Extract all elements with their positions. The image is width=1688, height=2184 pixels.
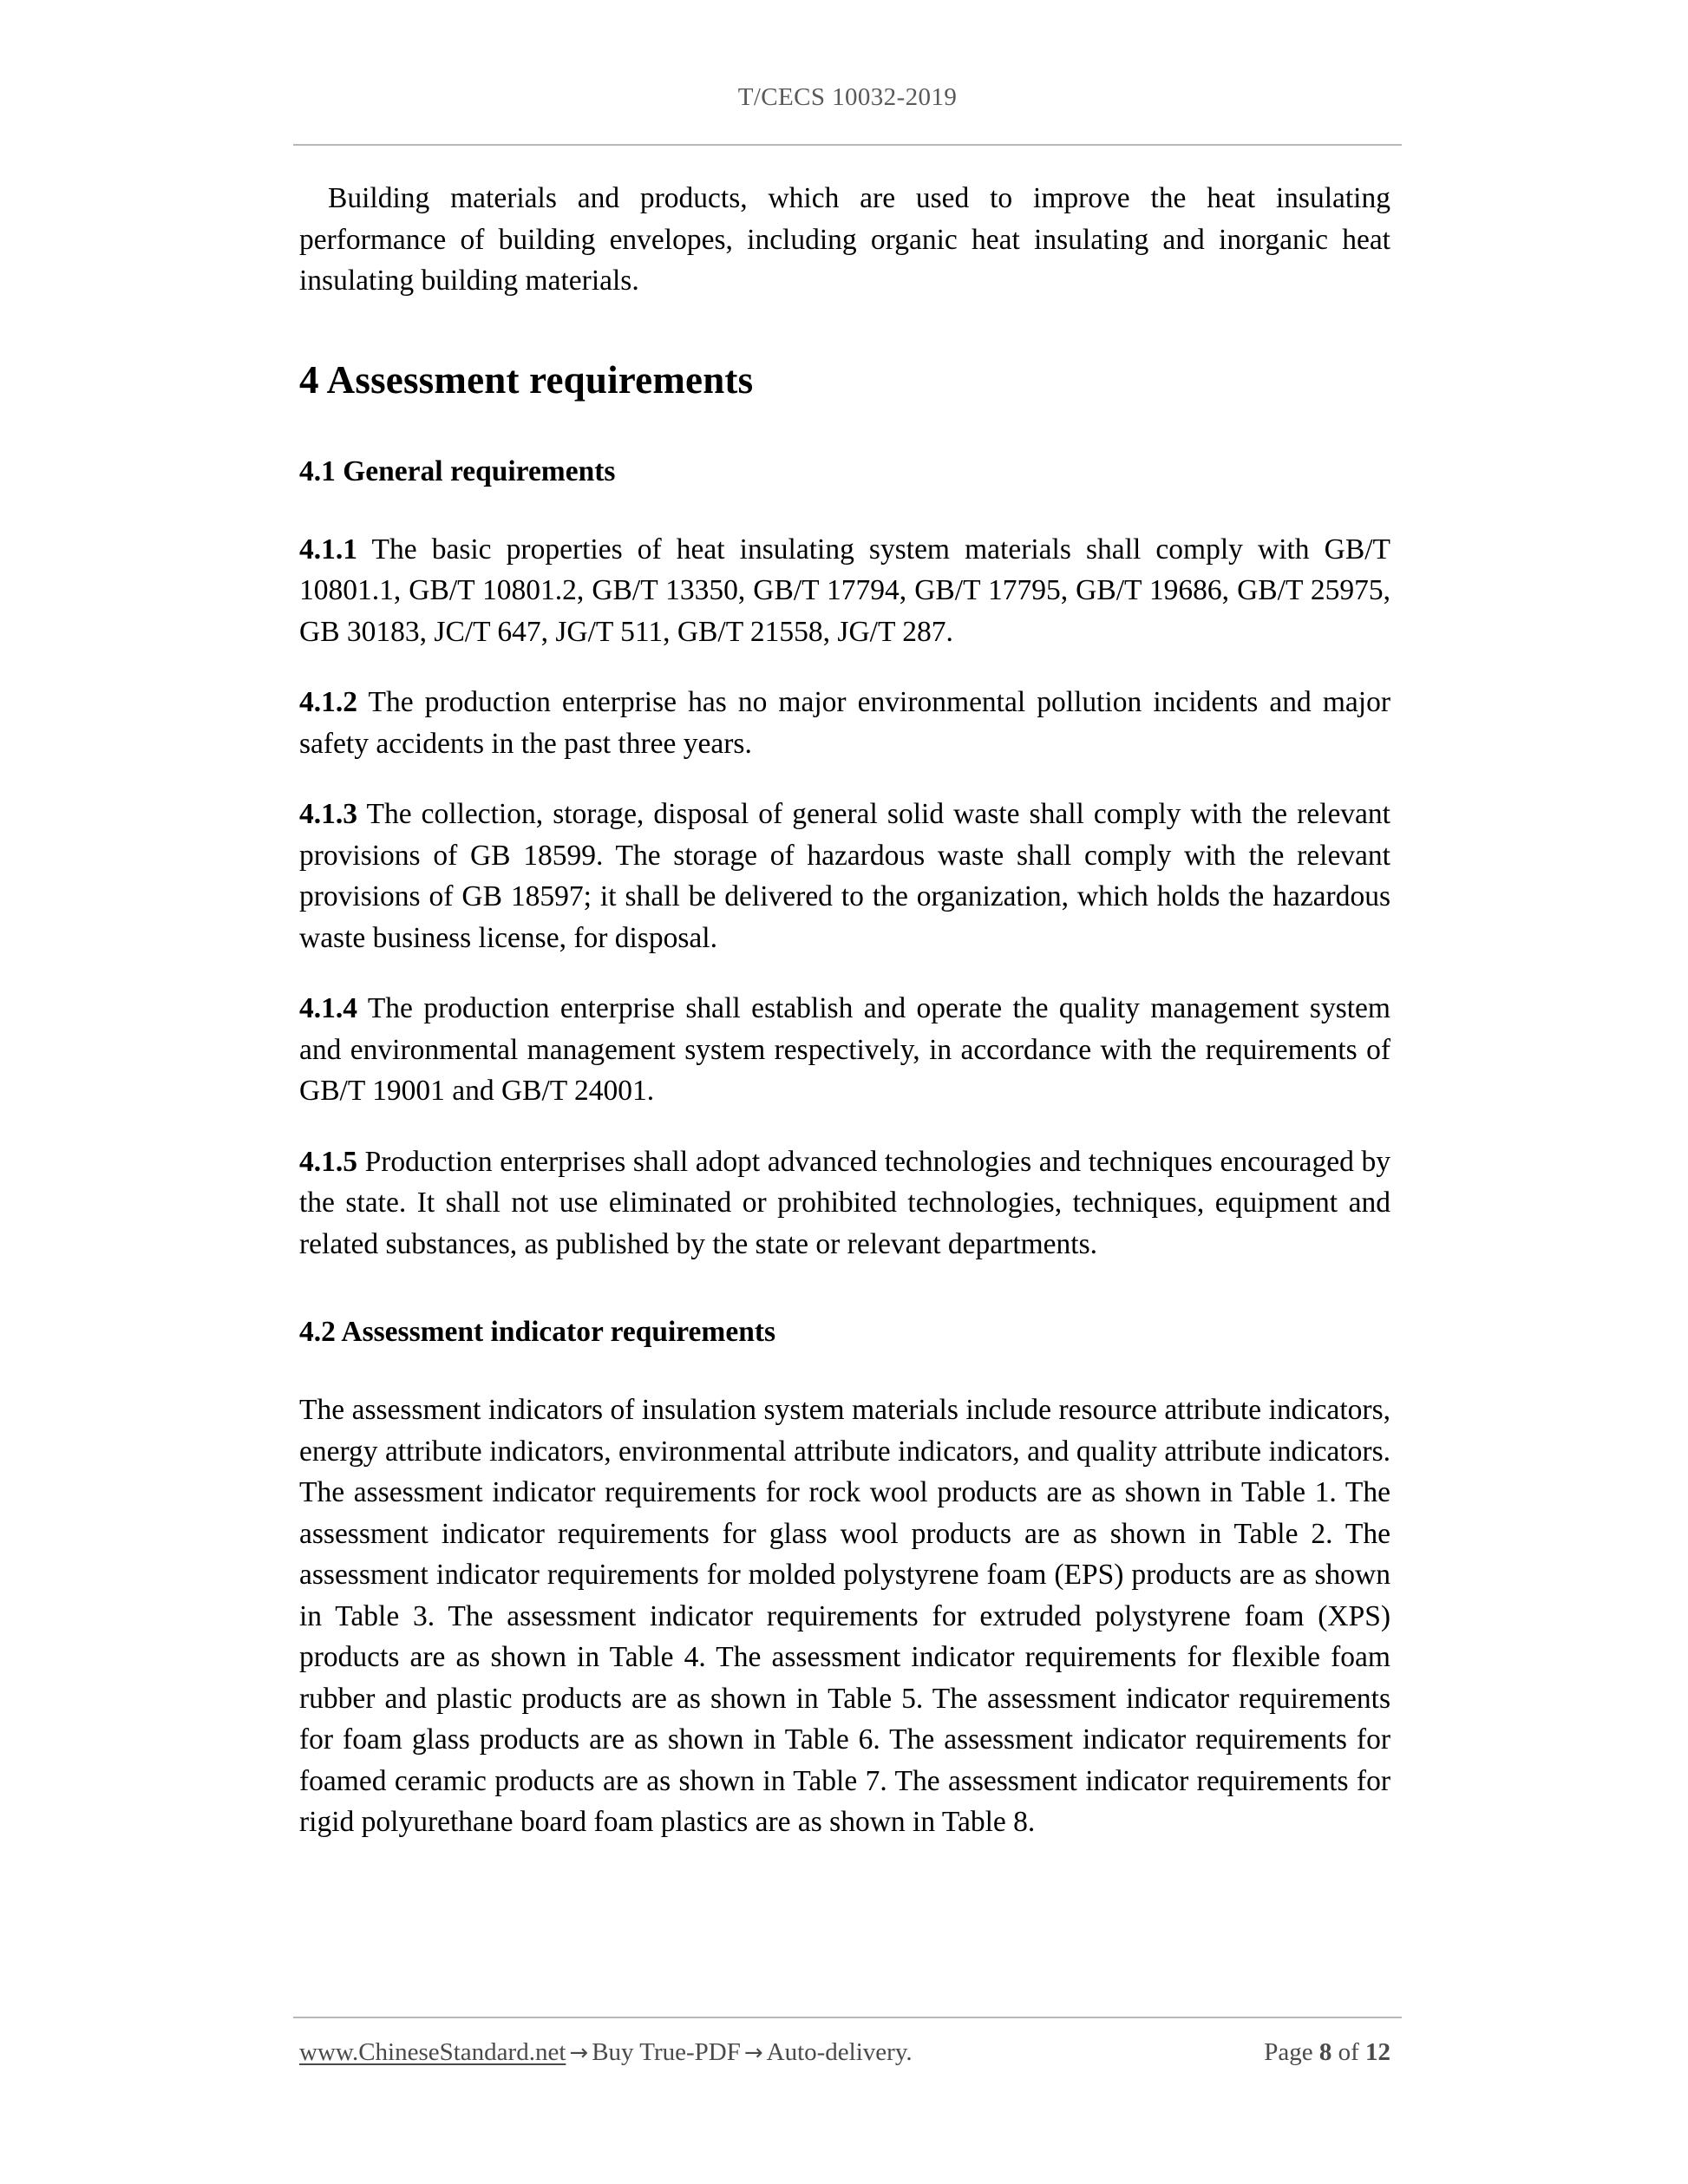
clause-text: The production enterprise shall establish and operate the quality management system and environmental management system respectively, in accordance with the requirements of GB/T 19001 and GB/T 24001. [299,992,1390,1107]
footer-promo-delivery: Auto-delivery. [766,2038,913,2066]
subsection-4-2-paragraph: The assessment indicators of insulation system materials include resource attribute indicators, energy attribute indicators, environmental attribute indicators, and quality attribute indicators. The assessment indicator requirements for rock wool products are as shown in Table 1. The assessment indicator requirements for glass wool products are as shown in Table 2. The assessment indicator requirements for molded polystyrene foam (EPS) products are as shown in Table 3. The assessment indicator requirements for extruded polystyrene foam (XPS) products are as shown in Table 4. The assessment indicator requirements for flexible foam rubber and plastic products are as shown in Table 5. The assessment indicator requirements for foam glass products are as shown in Table 6. The assessment indicator requirements for foamed ceramic products are as shown in Table 7. The assessment indicator requirements for rigid polyurethane board foam plastics are as shown in Table 8. [299,1394,1390,1838]
clause-4-1-5 [299,1141,1390,1265]
page-header [293,83,1402,112]
clause-4-1-1 [299,529,1390,653]
clause-text: Production enterprises shall adopt advanced technologies and techniques encouraged by the state. It shall not use eliminated or prohibited technologies, techniques, equipment and related substances, as published by the state or relevant departments. [299,1145,1391,1260]
clause-number: 4.1.3 [299,798,357,830]
intro-paragraph: Building materials and products, which are used to improve the heat insulating performance of building envelopes, including organic heat insulating and inorganic heat insulating building materials. [299,182,1390,297]
spacer [299,404,1390,453]
spacer [299,302,1390,356]
page-footer [299,2035,1396,2070]
clause-number: 4.1.4 [299,992,357,1024]
page-label: Page [1264,2038,1313,2066]
clause-4-1-3 [299,794,1390,958]
page-indicator [1264,2035,1396,2070]
footer-promo [299,2035,913,2070]
arrow-right-icon: → [743,2040,763,2066]
footer-divider [293,2017,1402,2018]
document-body [299,178,1390,1843]
clause-text: The production enterprise has no major environmental pollution incidents and major safety accidents in the past three years. [299,686,1390,760]
current-page-number: 8 [1318,2038,1332,2066]
clause-4-1-2 [299,682,1390,764]
spacer [299,1265,1390,1313]
clause-text: The collection, storage, disposal of general solid waste shall comply with the relevant provisions of GB 18599. The storage of hazardous waste shall comply with the relevant provisions of GB 18597; it shall be delivered to the organization, which holds the hazardous waste business license, for disposal. [299,798,1390,954]
subsection-heading-4-1: 4.1 General requirements [299,454,616,487]
of-label: of [1338,2038,1359,2066]
spacer [299,958,1390,988]
clause-text: The basic properties of heat insulating system materials shall comply with GB/T 10801.1, GB/T 10801.2, GB/T 13350, GB/T 17794, GB/T 17795, GB/T 19686, GB/T 25975, GB 30183, JC/T 647, JG/T 511, GB/T 21558, JG/T 287. [299,533,1390,648]
chinesestandard-link[interactable]: www.ChineseStandard.net [299,2038,566,2066]
footer-promo-buy: Buy True-PDF [592,2038,741,2066]
spacer [299,491,1390,529]
clause-number: 4.1.2 [299,686,357,718]
spacer [299,764,1390,794]
clause-number: 4.1.1 [299,533,357,566]
section-heading-4: 4 Assessment requirements [299,357,754,402]
clause-4-1-4 [299,988,1390,1112]
total-page-count: 12 [1365,2038,1390,2066]
header-divider [293,144,1402,146]
spacer [299,652,1390,682]
spacer [299,1112,1390,1141]
spacer [299,1351,1390,1390]
clause-number: 4.1.5 [299,1145,357,1178]
subsection-heading-4-2: 4.2 Assessment indicator requirements [299,1316,776,1348]
standard-code-header: T/CECS 10032-2019 [737,83,958,111]
arrow-right-icon: → [569,2040,589,2066]
